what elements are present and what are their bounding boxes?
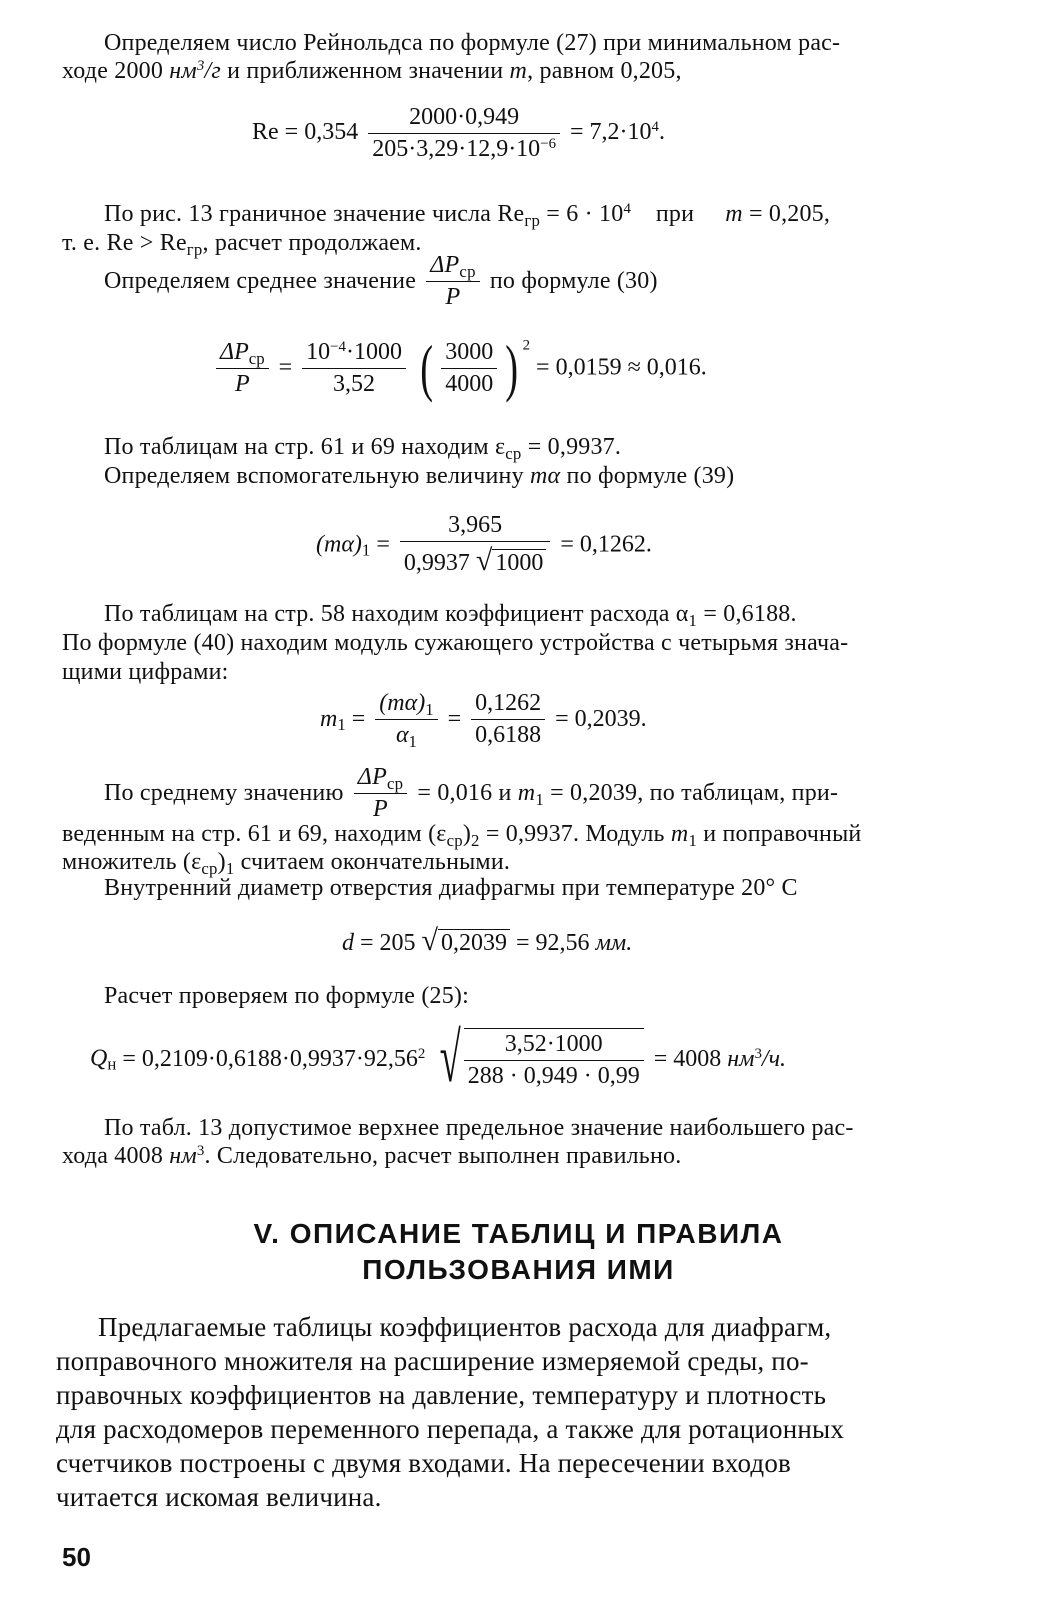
text-span: = 0,2039, по таблицам, при- (550, 780, 839, 806)
numerator-text: 10 (306, 338, 331, 365)
subscript: 1 (225, 859, 235, 879)
subscript: 2 (471, 831, 480, 851)
text-line (56, 1482, 382, 1513)
numerator (426, 252, 479, 282)
denominator (368, 134, 560, 163)
math-symbol: P (373, 796, 388, 822)
denominator: 3,52 (333, 370, 376, 397)
subscript: ср (201, 859, 218, 879)
text-span: читается искомая величина. (56, 1482, 382, 1512)
superscript: 3 (196, 57, 205, 74)
subscript: 1 (688, 611, 698, 631)
text-line (98, 1312, 831, 1343)
numerator (354, 764, 407, 794)
superscript: 2 (417, 1045, 426, 1062)
denominator-text: 0,9937 (403, 550, 470, 576)
subscript: ср (446, 831, 463, 851)
subscript: 1 (361, 540, 371, 560)
equation-m-alpha (316, 512, 652, 578)
equation-rhs: = 92,56 (516, 930, 590, 956)
text-span: для расходомеров переменного перепада, а также для ротационных (56, 1414, 845, 1444)
subscript: н (107, 1054, 117, 1074)
unit-text: /ч. (761, 1045, 787, 1072)
text-span: = 0,9937. (527, 434, 622, 460)
equation-reynolds (252, 104, 665, 163)
text-span: множитель (ε (62, 849, 202, 875)
math-symbol: P (445, 284, 461, 310)
fraction (464, 1028, 644, 1090)
equation-rhs: = 7,2·10 (570, 119, 652, 146)
text-span: т. е. Re > Re (62, 230, 187, 256)
text-line (104, 200, 970, 231)
denominator: 0,9937 √ 1000 (400, 542, 550, 578)
text-line (56, 1414, 844, 1445)
text-span: = 6 · 10 (546, 201, 624, 227)
numerator: 0,1262 (471, 690, 545, 720)
text-span: Расчет проверяем по формуле (25): (104, 983, 469, 1009)
fraction (368, 104, 560, 163)
numerator (302, 339, 406, 369)
superscript: 3 (754, 1045, 762, 1062)
heading-line: ПОЛЬЗОВАНИЯ ИМИ (362, 1254, 675, 1285)
text-span: = 0,2109·0,6188·0,9937·92,56 (122, 1045, 418, 1072)
section-heading (0, 1254, 1037, 1286)
text-span: Внутренний диаметр отверстия диафрагмы при температуре 20° С (104, 875, 798, 901)
equation-rhs: = 0,0159 ≈ 0,016. (536, 354, 707, 381)
subscript: 1 (337, 715, 346, 735)
math-symbol: m (517, 780, 536, 806)
text-span: и поправочный (703, 821, 862, 847)
text-line (104, 1115, 970, 1142)
text-line (104, 983, 469, 1010)
text-line (104, 434, 622, 464)
section-heading (0, 1218, 1037, 1250)
subscript: 1 (408, 732, 417, 752)
text-span: Предлагаемые таблицы коэффициентов расхода для диафрагм, (98, 1312, 832, 1342)
subscript: 1 (688, 831, 698, 851)
text-line (104, 601, 970, 631)
text-line (104, 30, 970, 57)
denominator (216, 369, 269, 398)
text-span: правочных коэффициентов на давление, температуру и плотность (56, 1380, 827, 1410)
math-symbol: m (320, 706, 338, 732)
page-number: 50 (62, 1542, 91, 1572)
text-span: и приближенном значении (227, 58, 504, 84)
math-symbol: ΔP (220, 338, 249, 365)
text-span: ходе 2000 (62, 58, 164, 84)
math-symbol: m (670, 821, 689, 847)
unit-text: нм (169, 1143, 197, 1169)
text-line (104, 875, 798, 902)
subscript: гр (186, 240, 203, 260)
text-span: . (658, 119, 665, 146)
subscript: ср (386, 774, 404, 794)
math-symbol: ΔP (357, 764, 387, 790)
heading-line: V. ОПИСАНИЕ ТАБЛИЦ И ПРАВИЛА (253, 1218, 784, 1249)
text-line (56, 1380, 826, 1411)
fraction (302, 339, 406, 398)
denominator: 0,6188 (475, 722, 542, 748)
text-span: = 0,016 и (417, 780, 512, 806)
equation-mean-dp: $\frac{\Delta P_{ср}}{P}$ = $\frac{10^{-4}\cdot 1000}{3,52}$ ( $\frac{3000}{4000}$ ) $^2$ = 0,0159 ≈ 0,016. (212, 336, 707, 400)
text-line (62, 821, 862, 851)
fraction (441, 339, 497, 398)
text-span: = 0,9937. Модуль (485, 821, 665, 847)
superscript: −6 (540, 135, 557, 152)
text-span: = 0,205, (748, 201, 831, 227)
fraction-dp-p (354, 764, 407, 823)
text-line (56, 1448, 791, 1479)
subscript: 1 (535, 790, 544, 810)
text-line (62, 630, 848, 657)
math-symbol: P (234, 370, 250, 397)
text-span: хода 4008 (62, 1143, 164, 1169)
math-symbol: (mα) (379, 690, 426, 716)
math-symbol: α (395, 722, 409, 748)
text-span: По табл. 13 допустимое верхнее предельное значение наибольшего рас- (104, 1115, 854, 1141)
superscript: 4 (623, 200, 632, 217)
text-line (62, 659, 229, 686)
denominator (354, 794, 407, 823)
subscript: ср (459, 262, 476, 282)
equation-lhs: Re = 0,354 (252, 119, 359, 146)
numerator: 3,965 (400, 512, 550, 542)
equation-rhs: = 4008 (653, 1045, 722, 1072)
superscript: 3 (196, 1142, 205, 1159)
text-span: , равном 0,205, (527, 58, 682, 84)
text-span: По таблицам на стр. 61 и 69 находим ε (104, 434, 506, 460)
math-symbol: ΔP (430, 252, 460, 278)
denominator (375, 720, 437, 752)
text-span: = 0,6188. (703, 601, 797, 627)
text-line (104, 764, 838, 823)
text-span: поправочного множителя на расширение измеряемой среды, по- (56, 1346, 809, 1376)
text-span: ) (217, 849, 226, 875)
math-symbol: Q (90, 1045, 108, 1072)
fraction-dp-p (426, 252, 479, 311)
math-symbol: d (342, 930, 354, 956)
text-span: По среднему значению (104, 780, 344, 806)
text-span: , расчет продолжаем. (202, 230, 422, 256)
superscript: 2 (522, 337, 531, 354)
text-span: щими цифрами: (62, 659, 229, 685)
text-span: Определяем вспомогательную величину (104, 463, 524, 489)
text-span: ) (462, 821, 472, 847)
fraction (375, 690, 437, 752)
fraction (216, 339, 269, 398)
text-line (104, 252, 658, 311)
text-span: По рис. 13 граничное значение числа Re (104, 201, 525, 227)
math-symbol: m (725, 201, 743, 227)
text-span: счетчиков построены с двумя входами. На пересечении входов (56, 1448, 791, 1478)
text-span: при (655, 201, 695, 227)
text-line: ходе 2000 $нм^3/г$ и приближенном значении m, равном 0,205, (62, 57, 682, 84)
text-span: . Следовательно, расчет выполнен правильно. (204, 1143, 682, 1169)
sqrt-argument: 0,2039 (438, 929, 510, 957)
unit-text: нм (727, 1045, 755, 1072)
text-span: по формуле (30) (489, 268, 658, 294)
equation-module: $m_1$ = $\frac{(m\alpha)_1}{\alpha_1}$ = $\frac{0,1262}{0,6188}$ = 0,2039. (320, 690, 647, 752)
subscript: 1 (425, 700, 434, 720)
fraction (400, 512, 550, 578)
subscript: гр (524, 211, 541, 231)
denominator: 288 · 0,949 · 0,99 (467, 1063, 640, 1089)
numerator (216, 339, 269, 369)
math-symbol: m (509, 58, 528, 84)
subscript: ср (248, 348, 265, 368)
equation-flow-check: $Q_н = 0,2109\cdot 0,6188\cdot 0,9937\cdot 92,56^2$ √ $\frac{3,52\cdot 1000}{288 \cdot 0,949 \cdot 0,99}$ = 4008 $нм^3/ч$. (90, 1020, 787, 1097)
numerator (375, 690, 437, 720)
superscript: −4 (330, 338, 346, 355)
equation-rhs: = 0,1262. (560, 531, 652, 558)
equation-diameter: d = 205 √ 0,2039 = 92,56 мм. (342, 924, 633, 957)
text-span: = (376, 531, 390, 558)
text-span: по формуле (39) (566, 463, 735, 489)
denominator-text: 205·3,29·12,9·10 (372, 136, 541, 162)
text-line (104, 463, 734, 490)
denominator: 4000 (445, 370, 494, 397)
numerator-text: ·1000 (345, 338, 402, 365)
text-span: Определяем среднее значение (104, 268, 417, 294)
text-span: По формуле (40) находим модуль сужающего устройства с четырьмя знача- (62, 630, 849, 656)
numerator: 3000 (441, 339, 497, 369)
text-line (56, 1346, 809, 1377)
math-symbol: mα (529, 463, 561, 489)
text-span: считаем окончательными. (240, 849, 511, 875)
denominator (426, 282, 479, 311)
fraction (471, 690, 545, 749)
equation-rhs: = 0,2039. (555, 706, 647, 732)
sqrt-argument: 1000 (492, 549, 546, 577)
unit-text: нм (169, 58, 197, 84)
unit-text: мм. (595, 930, 633, 956)
subscript: ср (505, 444, 522, 464)
superscript: 4 (651, 118, 659, 135)
numerator: 3,52·1000 (464, 1031, 644, 1061)
numerator: 2000·0,949 (368, 104, 560, 134)
text-line (62, 849, 511, 879)
math-symbol: (mα) (316, 531, 362, 558)
text-span: = 205 (360, 930, 416, 956)
text-span: веденным на стр. 61 и 69, находим (ε (62, 821, 447, 847)
text-line (62, 1143, 681, 1170)
text-span: По таблицам на стр. 58 находим коэффициент расхода α (104, 601, 689, 627)
text-span: Определяем число Рейнольдса по формуле (27) при минимальном рас- (104, 30, 841, 56)
